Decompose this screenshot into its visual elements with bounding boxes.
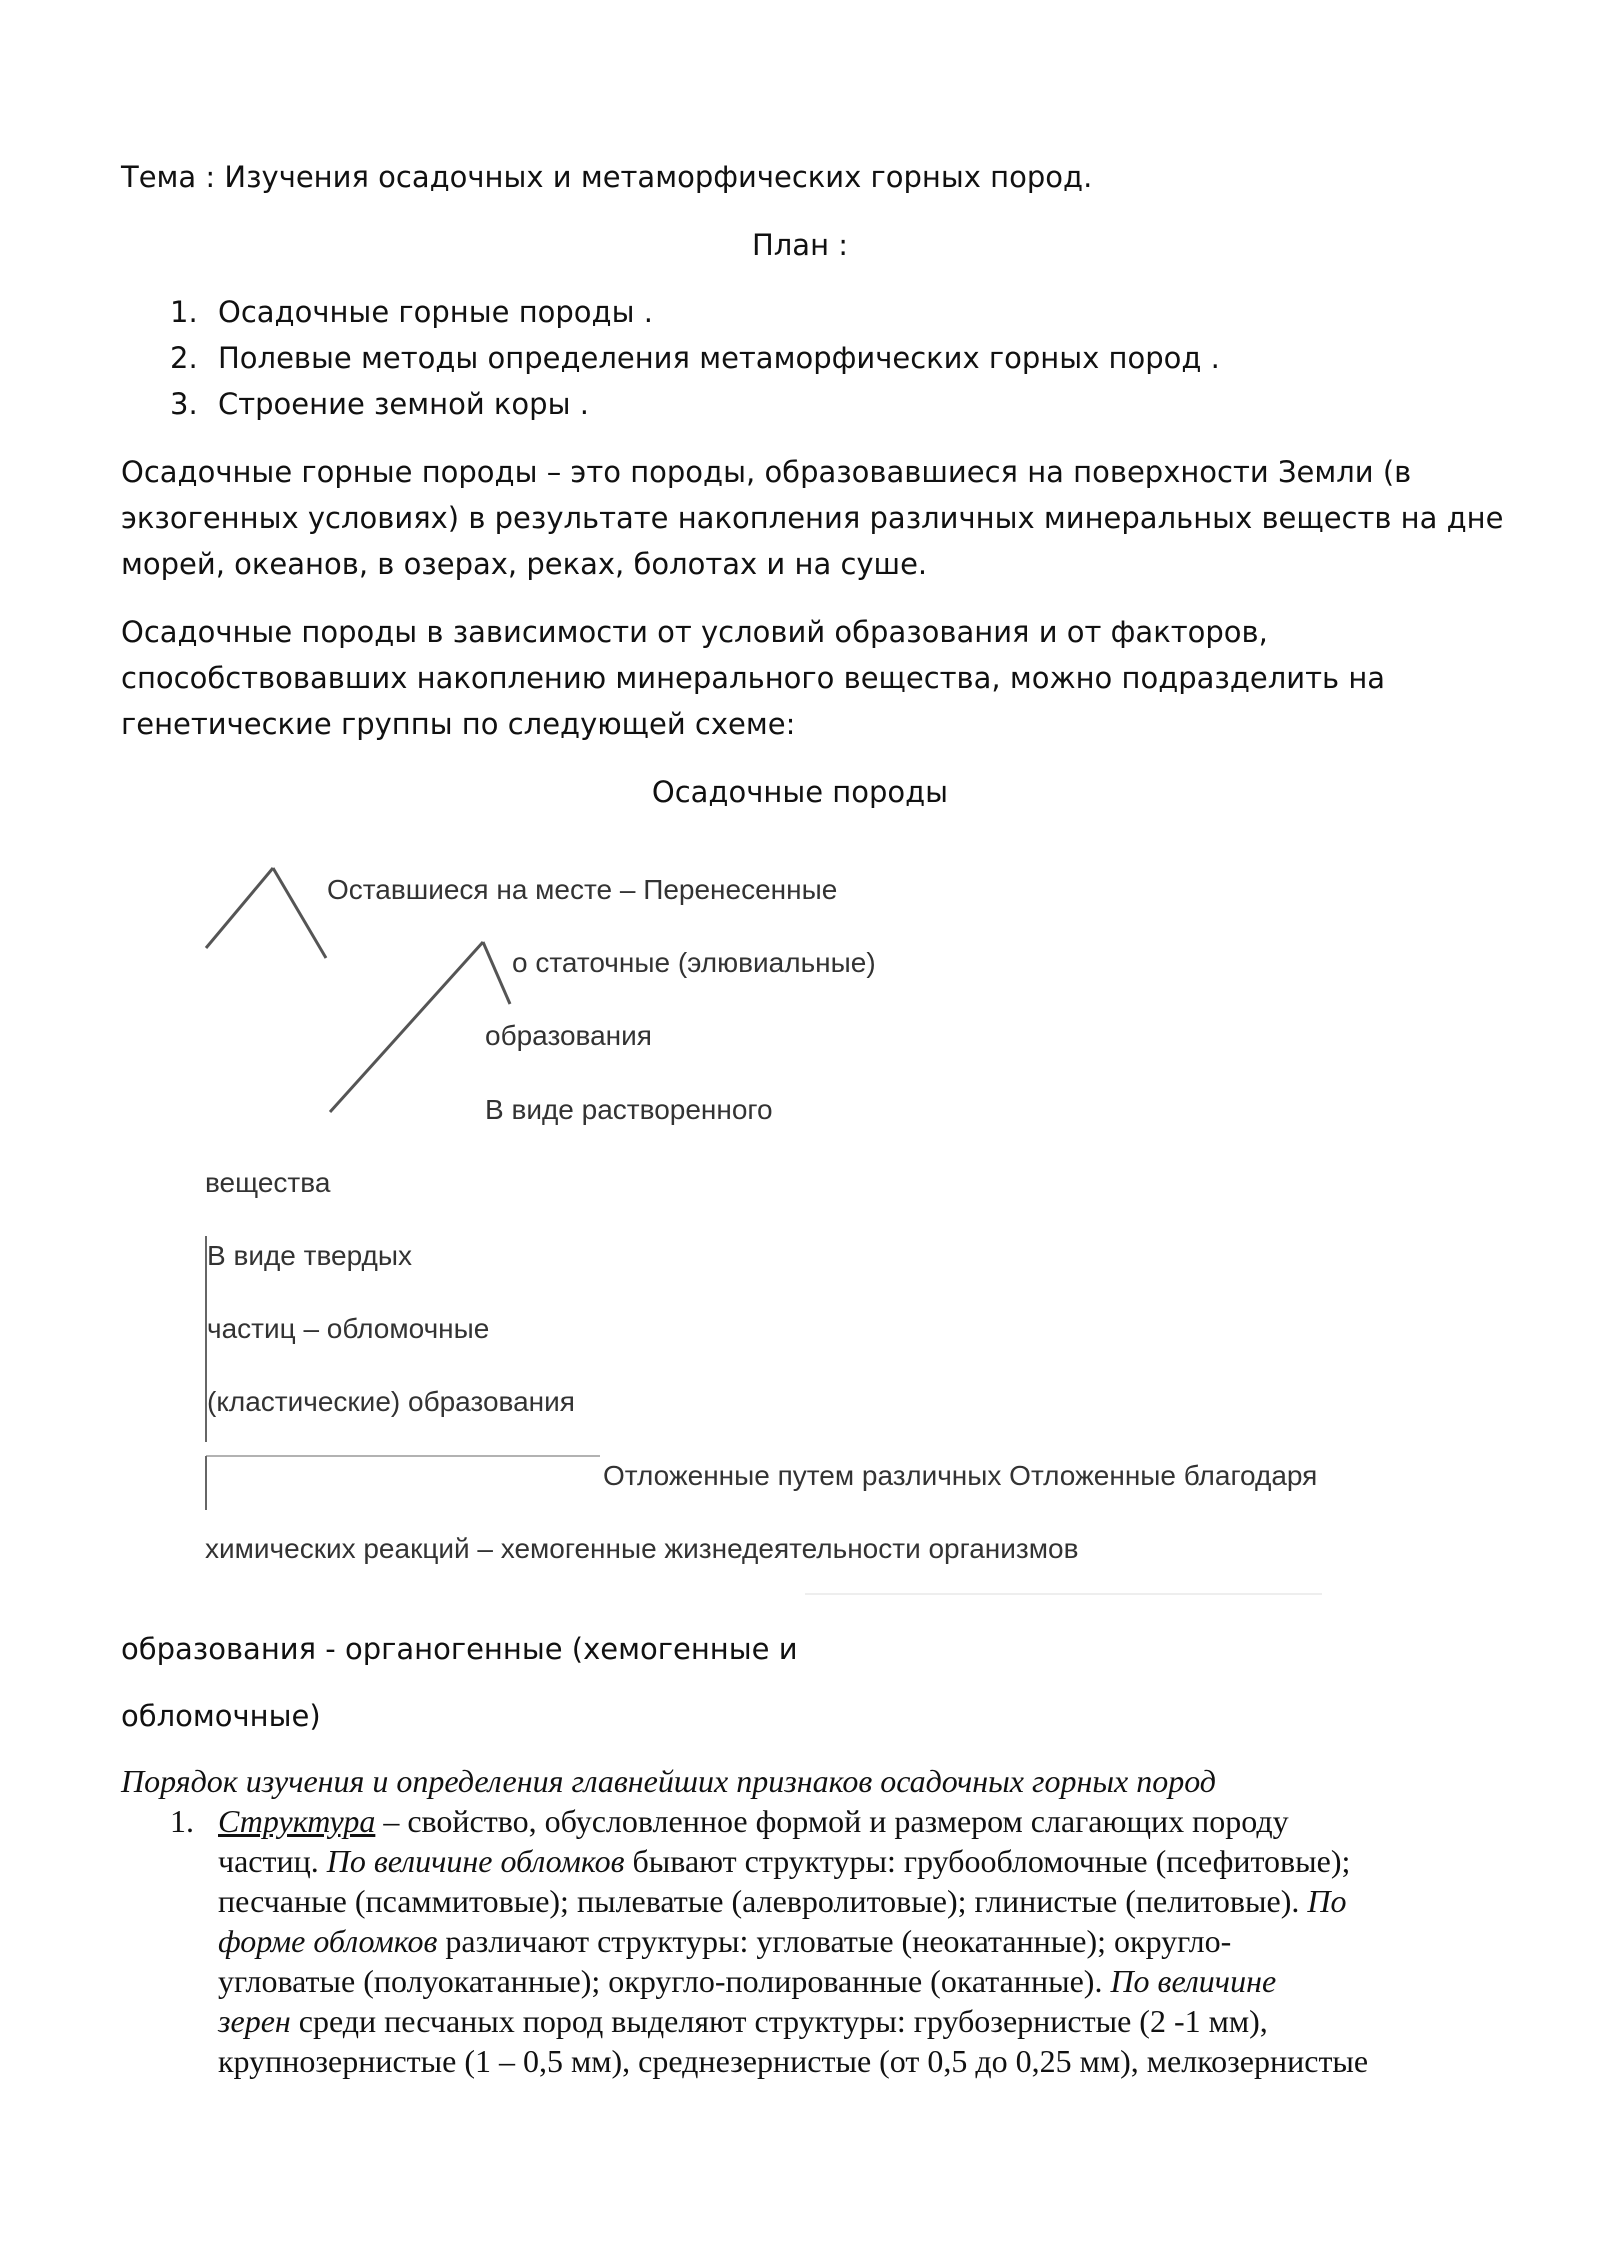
plan-item: Осадочные горные породы .: [218, 295, 653, 329]
diagram-connector-line: [206, 868, 273, 948]
diagram-label: (кластические) образования: [207, 1386, 575, 1417]
paragraph-line: образования - органогенные (хемогенные и: [121, 1632, 798, 1666]
diagram-label: Оставшиеся на месте – Перенесенные: [327, 874, 838, 905]
structure-line: Структура – свойство, обусловленное формой и размером слагающих породу: [218, 1803, 1289, 1839]
structure-line: частиц. По величине обломков бывают структуры: грубообломочные (псефитовые);: [218, 1843, 1351, 1879]
plan-item-number: 1.: [170, 295, 198, 329]
diagram-label: Отложенные путем различных Отложенные благодаря: [603, 1460, 1318, 1491]
structure-line: зерен среди песчаных пород выделяют структуры: грубозернистые (2 -1 мм),: [218, 2003, 1268, 2039]
structure-line: угловатые (полуокатанные); округло-полированные (окатанные). По величине: [218, 1963, 1277, 1999]
diagram-label: В виде растворенного: [485, 1094, 773, 1125]
diagram-label: химических реакций – хемогенные жизнедеятельности организмов: [205, 1533, 1079, 1564]
diagram-label: В виде твердых: [207, 1240, 413, 1271]
plan-item: Полевые методы определения метаморфических горных пород .: [218, 341, 1220, 375]
plan-item: Строение земной коры .: [218, 387, 589, 421]
paragraph-line: обломочные): [121, 1699, 321, 1733]
diagram-label: частиц – обломочные: [207, 1313, 490, 1344]
structure-line: песчаные (псаммитовые); пылеватые (алевролитовые); глинистые (пелитовые). По: [218, 1883, 1347, 1919]
diagram-connector-line: [273, 868, 326, 958]
diagram-label: вещества: [205, 1167, 331, 1198]
section-heading: Порядок изучения и определения главнейших признаков осадочных горных пород: [121, 1763, 1216, 1799]
paragraph-line: способствовавших накоплению минерального вещества, можно подразделить на: [121, 661, 1386, 695]
list-item-number: 1.: [170, 1803, 194, 1839]
structure-line: форме обломков различают структуры: угловатые (неокатанные); округло-: [218, 1923, 1232, 1959]
document-title: Тема : Изучения осадочных и метаморфических горных пород.: [121, 160, 1093, 194]
plan-heading: План :: [751, 228, 849, 262]
plan-item-number: 3.: [170, 387, 198, 421]
paragraph-line: генетические группы по следующей схеме:: [121, 707, 796, 741]
diagram-title: Осадочные породы: [651, 775, 949, 809]
paragraph-line: Осадочные породы в зависимости от условий образования и от факторов,: [121, 615, 1268, 649]
paragraph-line: морей, океанов, в озерах, реках, болотах и на суше.: [121, 547, 928, 581]
structure-line: крупнозернистые (1 – 0,5 мм), среднезернистые (от 0,5 до 0,25 мм), мелкозернистые: [218, 2043, 1369, 2079]
diagram-label: образования: [485, 1020, 652, 1051]
paragraph-line: экзогенных условиях) в результате накопления различных минеральных веществ на дне: [121, 501, 1504, 535]
paragraph-line: Осадочные горные породы – это породы, образовавшиеся на поверхности Земли (в: [121, 455, 1412, 489]
diagram-connector-line: [483, 942, 510, 1004]
diagram-connector-line: [330, 942, 483, 1112]
structure-term: Структура: [218, 1803, 376, 1839]
plan-item-number: 2.: [170, 341, 198, 375]
diagram-label: о статочные (элювиальные): [512, 947, 876, 978]
